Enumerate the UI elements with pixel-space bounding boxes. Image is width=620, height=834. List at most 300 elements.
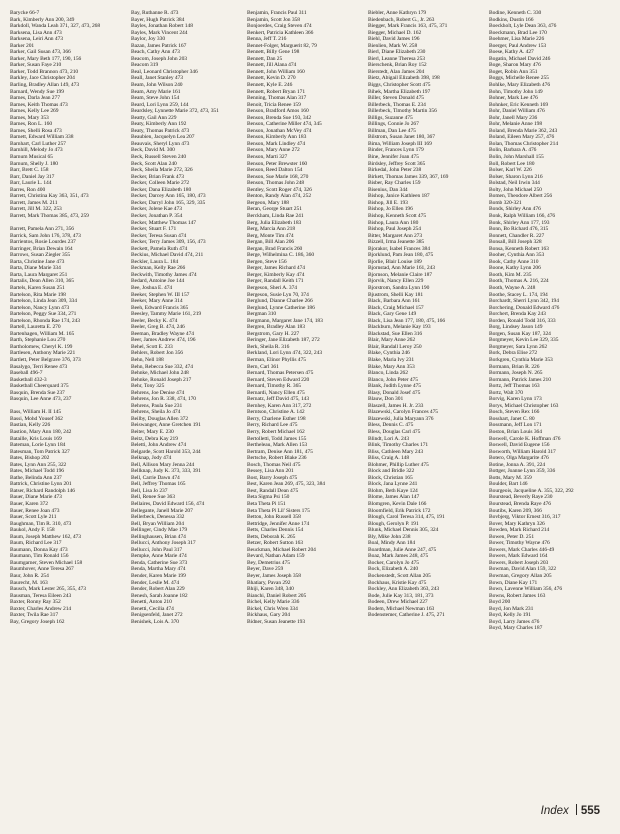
index-entry: Bown, Lavenne William 356, 476 bbox=[489, 586, 563, 593]
footer-label: Index bbox=[540, 805, 569, 817]
index-entry: Bataille, Kris Louis 169 bbox=[10, 435, 62, 442]
index-entry: Blome, James Alan 147 bbox=[368, 494, 420, 501]
index-entry: Barker 201 bbox=[10, 42, 35, 49]
index-entry: Biggs, Christopher Scott 475 bbox=[368, 82, 431, 89]
index-entry: Bonjoerdes, Craig Steven 474 bbox=[247, 23, 312, 30]
index-entry: Beeker, Mary Anne 314 bbox=[131, 298, 183, 305]
index-entry: Bowers, Mark Edward 164 bbox=[489, 553, 548, 560]
index-entry: Bishop, Jo Ellen 196 bbox=[368, 206, 413, 213]
index-entry: Boll, Robert Lee 180 bbox=[489, 160, 535, 167]
index-entry: Borden, Ronald Todd 316, 333 bbox=[489, 317, 556, 324]
index-entry: Bettridge, Jennifer Anne 174 bbox=[247, 520, 310, 527]
index-entry: Beta Theta Pi Lil' Sisters 175 bbox=[247, 507, 310, 514]
index-entry: Bartell, Lauretta E. 270 bbox=[10, 324, 61, 331]
index-entry: Baumgarner, Steven Michael 158 bbox=[10, 559, 83, 566]
index-entry: Bima, William Joseph III 169 bbox=[368, 140, 432, 147]
index-entry: Barnes, Keith Thomas 473 bbox=[10, 101, 68, 108]
index-entry: Botero, Olga Margarite 476 bbox=[489, 455, 549, 462]
index-entry: Blazewski, Carolyn Frances 475 bbox=[368, 409, 438, 416]
index-entry: Baxter, Charles Andrew 214 bbox=[10, 605, 72, 612]
index-entry: Bost, Barry Joseph 475 bbox=[247, 474, 298, 481]
index-entry: Berg, Monte Tim 474 bbox=[247, 232, 294, 239]
index-entry: Bohn, Timothy John 149 bbox=[489, 88, 543, 95]
index-entry: Bormann, Patrick James 210 bbox=[489, 376, 551, 383]
index-entry: Beaty, Thomas Patrick 473 bbox=[131, 127, 190, 134]
index-entry: Barnes, Shelli Rosa 473 bbox=[10, 127, 62, 134]
index-entry: Bender, Robert Alan 229 bbox=[131, 586, 185, 593]
index-entry: Blank, Judith Lynne 475 bbox=[368, 383, 421, 390]
index-entry: Bergman 310 bbox=[247, 311, 277, 318]
index-entry: Bolty, John Michael 250 bbox=[489, 186, 542, 193]
index-entry: Bernard, Timothy R. 365 bbox=[247, 383, 302, 390]
index-entry: Bates, Bishop 202 bbox=[10, 455, 50, 462]
index-entry: Barnard, Wendy Sue 199 bbox=[10, 88, 64, 95]
index-entry: Bowers, Robert Joseph 203 bbox=[489, 559, 549, 566]
index-entry: Bates, Lynn Ann 255, 322 bbox=[10, 461, 67, 468]
index-entry: Bauer, Scott Lyle 211 bbox=[10, 514, 57, 521]
index-entry: Bovbjerg, Viktor Ernest 316, 317 bbox=[489, 514, 561, 521]
index-entry: Barnum, Shelly J. 180 bbox=[10, 160, 58, 167]
index-entry: Barnes, Mary 353 bbox=[10, 114, 49, 121]
index-entry: Barrett, Jill M. 322, 253 bbox=[10, 206, 62, 213]
index-entry: Basalygo, Terri Renee 473 bbox=[10, 363, 68, 370]
index-entry: Bell, Bryan William 204 bbox=[131, 520, 184, 527]
index-column-3 bbox=[247, 10, 345, 625]
index-entry: Biedenbach, Robert G., Jr. 263 bbox=[368, 16, 435, 23]
index-entry: Billerbeck, Timothy Martin 356 bbox=[368, 108, 437, 115]
index-entry: Bay, Gregory Joseph 162 bbox=[10, 618, 65, 625]
index-entry: Bine, Jennifer Joan 475 bbox=[368, 154, 419, 161]
index-entry: Bellucci, John Paul 317 bbox=[131, 546, 183, 553]
index-entry: Bellucci, Anthony Joseph 317 bbox=[131, 540, 196, 547]
index-entry: Bodeen, Drew Michael 227 bbox=[368, 599, 428, 606]
index-entry: Borgmeyer, Sara Lynn 262 bbox=[489, 343, 548, 350]
index-entry: Barksena, Lisa Ann 473 bbox=[10, 29, 62, 36]
index-entry: Bierl, Leanne Theresa 253 bbox=[368, 55, 425, 62]
index-entry: Bellinger, Cindy Mae 179 bbox=[131, 527, 188, 534]
index-entry: Bellinghausen, Brian 474 bbox=[131, 533, 186, 540]
index-entry: Berger, Randall Keith 171 bbox=[247, 278, 304, 285]
index-entry: Benda, Catherine Sue 373 bbox=[131, 559, 188, 566]
index-entry: Benson, Thomas John 248 bbox=[247, 180, 305, 187]
index-entry: Bohlke, Mary Elizabeth 476 bbox=[489, 82, 551, 89]
index-entry: Bishop, Kenneth Scott 475 bbox=[368, 212, 427, 219]
index-entry: Boothe, Stacey L. 174, 194 bbox=[489, 291, 548, 298]
index-entry: Beck, Scott Alan 240 bbox=[131, 160, 177, 167]
index-entry: Boyd, Jon Mark 231 bbox=[489, 605, 534, 612]
index-entry: Bohnker, Eric Kenneth 169 bbox=[489, 101, 549, 108]
index-entry: Bark, Kimberly Ann 200, 349 bbox=[10, 16, 75, 23]
index-entry: Bonk, Shirley Ann 177, 193 bbox=[489, 219, 550, 226]
index-entry: Benning, Thomas Alan 317 bbox=[247, 95, 307, 102]
index-entry: Benson, Brenda Sue 193, 342 bbox=[247, 114, 312, 121]
index-entry: Beiswanger, Anne Gretchen 191 bbox=[131, 422, 201, 429]
index-entry: Bortz, Jeff Thomas 163 bbox=[489, 383, 540, 390]
index-entry: Barker, Mary Beth 177, 190, 156 bbox=[10, 55, 82, 62]
index-entry: Bormann, Joseph N. 265 bbox=[489, 370, 543, 377]
index-entry: Beard, Lori Lynn 259, 144 bbox=[131, 101, 189, 108]
index-entry: Beam, Steve John 154 bbox=[131, 95, 180, 102]
index-entry: Benetti, Cecilia 474 bbox=[131, 605, 174, 612]
index-entry: Bosch, Thomas Neil 475 bbox=[247, 461, 301, 468]
index-entry: Barringer, Brian Dewain 164 bbox=[10, 245, 73, 252]
index-entry: Biegger, Michael D. 162 bbox=[368, 29, 422, 36]
index-entry: Bishop, Jill E. 193 bbox=[368, 199, 408, 206]
index-entry: Blake, Maria Ivy 231 bbox=[368, 356, 415, 363]
index-entry: Benjamin, Scott Jon 358 bbox=[247, 16, 300, 23]
index-entry: Blindt, Lori A. 243 bbox=[368, 435, 410, 442]
index-entry: Billigs, Suzanne 475 bbox=[368, 114, 413, 121]
index-entry: Barr, Daniel Jay 317 bbox=[10, 173, 55, 180]
index-entry: Bishop, Janice Kathleen 187 bbox=[368, 193, 430, 200]
index-entry: Barr, Laurie L. 144 bbox=[10, 180, 52, 187]
index-entry: Boeckholt, Lyle Dean 363, 476 bbox=[489, 23, 557, 30]
index-entry: Benson, Jonathan McVey 474 bbox=[247, 127, 312, 134]
index-entry: Bliss, Craig A. 148 bbox=[368, 455, 410, 462]
index-entry: Barrows, Susan Ziegler 355 bbox=[10, 252, 71, 259]
index-entry: Barrett, James M. 211 bbox=[10, 199, 58, 206]
index-entry: Bidner, Susan Jeanette 193 bbox=[247, 618, 306, 625]
index-entry: Beaubien, Jacquelyn Lea 207 bbox=[131, 134, 195, 141]
index-entry: Benson, Mark Lindley 474 bbox=[247, 140, 306, 147]
index-entry: Behel, Scott E. 233 bbox=[131, 343, 173, 350]
index-entry: Bohr, Daniel William 476 bbox=[489, 108, 545, 115]
index-entry: Bolser, Sharon Lynn 216 bbox=[489, 173, 543, 180]
index-entry: Birdsley, Jeffrey Scott 365 bbox=[368, 160, 426, 167]
index-entry: Benson, Kimberly Ann 183 bbox=[247, 134, 307, 141]
index-entry: Blake, Mary Ann 353 bbox=[368, 363, 415, 370]
index-entry: Bartlett, Peter Belgrave 376, 373 bbox=[10, 356, 81, 363]
index-entry: Benson, Peter Brewster 160 bbox=[247, 160, 308, 167]
index-entry: Bitter, Margaret Ann 273 bbox=[368, 232, 423, 239]
index-entry: Benetti, Anton 210 bbox=[131, 599, 172, 606]
index-entry: Beesley, Tammy Marie 161, 219 bbox=[131, 311, 202, 318]
index-entry: Bender, Karen Marie 199 bbox=[131, 573, 186, 580]
index-entry: Boeckmann, Brad Lee 170 bbox=[489, 29, 547, 36]
index-entry: Bastion, Mary Ann 180, 242 bbox=[10, 429, 72, 435]
index-entry: Bjorlie, Blair Louise 189 bbox=[368, 258, 422, 265]
index-entry: Bertheleau, Mark Allen 153 bbox=[247, 442, 308, 449]
index-entry: Benna, Jeff T. 216 bbox=[247, 36, 287, 43]
index-entry: Becker, Teresa Susan 474 bbox=[131, 232, 187, 239]
index-entry: Bell, Carrie Dawn 474 bbox=[131, 474, 180, 481]
index-entry: Baughman, Tim R. 310, 473 bbox=[10, 520, 72, 527]
index-entry: Black, Barbara Ann 161 bbox=[368, 298, 421, 305]
index-entry: Berry, Charlene Esther 198 bbox=[247, 415, 306, 422]
index-entry: Bartelson, Nancy Lynn 473 bbox=[10, 304, 70, 311]
index-entry: Beta Theta Pi 151 bbox=[247, 501, 286, 508]
index-entry: Bass, William H. II 145 bbox=[10, 409, 62, 416]
index-entry: Bertsche, Robert Blake 236 bbox=[247, 455, 307, 462]
index-entry: Boulder, Bart 146 bbox=[489, 481, 528, 488]
index-entry: Beyer, Dave 259 bbox=[247, 566, 284, 573]
index-entry: Battrick, Christine Lynn 201 bbox=[10, 481, 72, 488]
index-entry: Basquin, Brenda Sue 237 bbox=[10, 389, 65, 396]
index-entry: Barnes, Darla Jean 277 bbox=[10, 95, 60, 102]
index-entry: Barnes, Kelly Lee 269 bbox=[10, 108, 59, 115]
index-entry: Bentley, Scott Roger 474, 326 bbox=[247, 186, 312, 193]
index-entry: Boston, Brian Louis 364 bbox=[489, 429, 542, 435]
index-entry: Bergmann, Margaret Jane 174, 183 bbox=[247, 317, 323, 324]
index-entry: Booth, Thomas A. 216, 224 bbox=[489, 278, 549, 285]
index-entry: Benson, Marti 327 bbox=[247, 154, 288, 161]
index-entry: Barnhill, Melody Jo 473 bbox=[10, 147, 63, 154]
index-entry: Beuckman, Michael Robert 204 bbox=[247, 546, 316, 553]
index-entry: Behr, Tony 325 bbox=[131, 383, 165, 390]
index-entry: Barr, Brett C. 158 bbox=[10, 167, 49, 174]
index-entry: Blasy, Donald Josef 475 bbox=[368, 389, 421, 396]
footer-divider bbox=[576, 804, 577, 815]
index-entry: Basquin, Lee Anne 473, 237 bbox=[10, 396, 72, 403]
index-entry: Bern, Carl 361 bbox=[247, 363, 279, 370]
index-entry: Bell, Lisa Jo 237 bbox=[131, 487, 168, 494]
index-entry: Bergan, Bill Alan 206 bbox=[247, 239, 295, 246]
index-entry: Blair, Randall Leroy 250 bbox=[368, 343, 422, 350]
index-entry: Behn, Rebecca Sue 332, 474 bbox=[131, 363, 193, 370]
index-entry: Bauer, Karen 372 bbox=[10, 501, 48, 508]
index-entry: Blaszell, James H. Jr. 233 bbox=[368, 402, 424, 409]
index-entry: Barker, Todd Brannon 473, 210 bbox=[10, 68, 79, 75]
index-entry: Bliss, Cathleen Mary 243 bbox=[368, 448, 424, 455]
index-entry: Baumann, Donna Kay 473 bbox=[10, 546, 68, 553]
index-entry: Bienlien, Mark W. 258 bbox=[368, 42, 418, 49]
index-entry: Baumann, Tim Ronald 156 bbox=[10, 553, 69, 560]
index-column-1 bbox=[10, 10, 105, 625]
index-entry: Black, Lisa Jean 177, 180, 475, 166 bbox=[368, 317, 446, 324]
index-entry: Bower, Timothy Wayne 476 bbox=[489, 540, 550, 547]
index-entry: Blohm, Beth Kaye 124 bbox=[368, 487, 418, 494]
index-entry: Belgarde, Scott Harold 353, 244 bbox=[131, 448, 201, 455]
index-entry: Blair, Mary Anne 262 bbox=[368, 337, 416, 344]
index-entry: Bohner, Mark Lee 476 bbox=[489, 95, 538, 102]
index-entry: Becker, Stuart F. 171 bbox=[131, 226, 177, 233]
index-entry: Beeler, Greg B. 474, 246 bbox=[131, 324, 185, 331]
index-entry: Barta, Christine Jane 473 bbox=[10, 258, 65, 265]
index-entry: Bey, Demetrius 475 bbox=[247, 559, 290, 566]
index-entry: Bauer, Diane Marie 473 bbox=[10, 494, 62, 501]
index-entry: Becker, Terry James 309, 156, 473 bbox=[131, 239, 206, 246]
index-entry: Birkedal, John Peter 238 bbox=[368, 167, 422, 174]
index-entry: Benigsenfeld, Janet 272 bbox=[131, 612, 183, 619]
index-entry: Beeh, Edward Francis 365 bbox=[131, 304, 189, 311]
index-entry: Block and Bridle 322 bbox=[368, 468, 415, 475]
index-entry: Berry, Robert Michael 162 bbox=[247, 429, 305, 435]
index-entry: Barrick, Sam John 176, 378, 473 bbox=[10, 232, 81, 239]
index-entry: Bertolletti, Todd James 155 bbox=[247, 435, 307, 442]
page-number: 555 bbox=[580, 805, 600, 817]
index-entry: Berger, Kimberly Kay 474 bbox=[247, 271, 305, 278]
index-entry: Blunk, Michael Dennis 305, 324 bbox=[368, 527, 439, 534]
index-entry: Bjustrom, Shelli Kay 181 bbox=[368, 291, 424, 298]
index-entry: Basketball Cheerquard 375 bbox=[10, 383, 69, 390]
index-entry: Beck, Sheila Marie 272, 326 bbox=[131, 167, 193, 174]
index-entry: Bourstead, Beverly Raye 230 bbox=[489, 494, 553, 501]
index-entry: Berglund, Dianne Charlee 266 bbox=[247, 298, 313, 305]
index-entry: Bessey, Lisa Ann 201 bbox=[247, 468, 294, 475]
index-entry: Bhiji, Karen 348, 340 bbox=[247, 586, 294, 593]
index-entry: Bayles, Jonathan Robert 148 bbox=[131, 23, 193, 30]
index-entry: Barrett, Pamela Ann 271, 356 bbox=[10, 226, 74, 233]
index-entry: Bartelson, Rita Marie 198 bbox=[10, 291, 66, 298]
index-entry: Bartholomew, Cheryl K. 199 bbox=[10, 343, 73, 350]
index-entry: Barker, Gail Susan 473, 366 bbox=[10, 49, 71, 56]
index-entry: Bowman, David Alan 159, 322 bbox=[489, 566, 557, 573]
index-entry: Beall, Janet Stanley 473 bbox=[131, 75, 183, 82]
index-entry: Beal, Leonard Christopher 346 bbox=[131, 68, 198, 75]
index-entry: Boland, Brenda Marie 362, 243 bbox=[489, 127, 558, 134]
index-entry: Bates, Michael Todd 196 bbox=[10, 468, 64, 475]
index-entry: Borg, Lindsey Jason 149 bbox=[489, 324, 543, 331]
index-entry: Benoit, Tricia Renee 159 bbox=[247, 101, 301, 108]
index-entry: Beiter, Mary E. 230 bbox=[131, 429, 174, 435]
index-entry: Boland, Eileen Mary 257, 476 bbox=[489, 134, 555, 141]
index-entry: Bell, Allison Mary Jenna 244 bbox=[131, 461, 195, 468]
index-entry: Barta, Laura Margaret 251 bbox=[10, 271, 68, 278]
index-entry: Beck, David M. 300 bbox=[131, 147, 175, 154]
index-entry: Bickel, Chris Wren 334 bbox=[247, 605, 298, 612]
index-entry: Boyd 200 bbox=[489, 599, 511, 606]
index-entry: Bomb 320-321 bbox=[489, 199, 522, 206]
index-entry: Botts, Mary M. 359 bbox=[489, 474, 532, 481]
index-entry: Beletti, John Andrew 474 bbox=[131, 442, 187, 449]
index-entry: Bjornson, Melanie Claire 187 bbox=[368, 271, 432, 278]
index-entry: Benishek, Lois A. 370 bbox=[131, 618, 179, 625]
index-entry: Bogatin, Michael David 246 bbox=[489, 55, 551, 62]
index-entry: Bennett, Dan 25 bbox=[247, 55, 283, 62]
index-entry: Bowns, Robert James 163 bbox=[489, 592, 546, 599]
index-entry: Bergeson, Susie Lyn 70, 374 bbox=[247, 291, 309, 298]
index-entry: Baumhover, Anne Teresa 267 bbox=[10, 566, 74, 573]
index-entry: Bolin, Barbara A. 476 bbox=[489, 147, 537, 154]
index-entry: Blazewski, Julia Maryann 376 bbox=[368, 415, 434, 422]
index-entry: Bender, Leslie M. 474 bbox=[131, 579, 180, 586]
index-entry: Bazan, James Patrick 167 bbox=[131, 42, 187, 49]
index-entry: Boyd, Mary Charles 187 bbox=[489, 625, 543, 632]
index-entry: Boese, Kathy A. 427 bbox=[489, 49, 534, 56]
index-entry: Bless, Douglas Carl 475 bbox=[368, 429, 421, 435]
index-entry: Best, Randall Dean 475 bbox=[247, 487, 299, 494]
index-entry: Barker, Susan Faye 210 bbox=[10, 62, 62, 69]
index-entry: Bellegante, Janell Marie 207 bbox=[131, 507, 193, 514]
index-entry: Beran, George Stuart 251 bbox=[247, 206, 302, 213]
index-entry: Beeler, Becky K. 474 bbox=[131, 317, 178, 324]
index-entry: Bateman, Lorie Lynn 184 bbox=[10, 442, 66, 449]
index-entry: Barres, Ron 400 bbox=[10, 186, 46, 193]
index-column-2 bbox=[131, 10, 226, 625]
index-entry: Boyd, Larry James 476 bbox=[489, 618, 540, 625]
index-entry: Bjorakor, Isabel Frances 384 bbox=[368, 245, 430, 252]
index-column-4 bbox=[368, 10, 466, 619]
index-entry: Blauw, Don 301 bbox=[368, 396, 404, 403]
index-entry: Berkland, Lori Lynn 474, 322, 243 bbox=[247, 350, 323, 357]
index-entry: Barrett, Christina Kay 363, 351, 473 bbox=[10, 193, 89, 200]
index-entry: Borgen, Susan Kay 187, 324 bbox=[489, 330, 551, 337]
index-entry: Beacom 319 bbox=[131, 62, 159, 69]
index-entry: Bierstedt, Alan James 204 bbox=[368, 68, 425, 75]
index-entry: Belknap, Jody 474 bbox=[131, 455, 172, 462]
index-entry: Bennet-Folger, Marguerit 82, 79 bbox=[247, 42, 317, 49]
index-entry: Berntson, Christine A. 142 bbox=[247, 409, 305, 416]
index-entry: Bless, Dennis C. 475 bbox=[368, 422, 414, 429]
index-entry: Blough, Gerolyn P. 191 bbox=[368, 520, 419, 527]
index-entry: Blanco, John Peter 475 bbox=[368, 376, 418, 383]
index-entry: Bevard, Nathan Adam 159 bbox=[247, 553, 305, 560]
index-entry: Bossmann, Jeff Lon 171 bbox=[489, 422, 542, 429]
index-entry: Bennett, Kevin D. 270 bbox=[247, 75, 296, 82]
index-entry: Bertram, Denise Ann 181, 475 bbox=[247, 448, 313, 455]
index-entry: Baxter, Ronny Ray 352 bbox=[10, 599, 61, 606]
index-entry: Bassi, Mohd Yousef 362 bbox=[10, 415, 63, 422]
index-entry: Behrens, Sheila Jo 474 bbox=[131, 409, 181, 416]
index-entry: Bennett, Robert Bryan 171 bbox=[247, 88, 306, 95]
index-entry: Bolser, Karl W. 226 bbox=[489, 167, 532, 174]
index-entry: Boyd, Kelly Jo 191 bbox=[489, 612, 531, 619]
index-entry: Bock, Elizabeth A. 240 bbox=[368, 566, 419, 573]
index-entry: Baylor, Joy 330 bbox=[131, 36, 166, 43]
index-entry: Boswell, Carole K. Hoffman 476 bbox=[489, 435, 561, 442]
index-entry: Botine, Jonna A. 391, 224 bbox=[489, 461, 546, 468]
index-entry: Becker, Jonathan P. 354 bbox=[131, 212, 183, 219]
index-entry: Bernard, Steven Edward 220 bbox=[247, 376, 310, 383]
index-entry: Bowden, Mark Richard 214 bbox=[489, 527, 550, 534]
index-entry: Beaty, Kimberly Ann 192 bbox=[131, 121, 187, 128]
index-entry: Bjornstad, Ann Marie 161, 243 bbox=[368, 265, 435, 272]
index-entry: Beilby, Douglas Allen 372 bbox=[131, 415, 189, 422]
index-entry: Bohr, Melanie Anne 198 bbox=[489, 121, 543, 128]
index-entry: Beatty, Gail Ann 229 bbox=[131, 114, 177, 121]
index-entry: Blackstad, Sue Ellen 316 bbox=[368, 330, 423, 337]
index-entry: Bockhaus, Kristie Kay 475 bbox=[368, 579, 427, 586]
index-entry: Barrett, Mark Thomas 385, 473, 259 bbox=[10, 212, 89, 219]
index-entry: Bown, Diane Kay 171 bbox=[489, 579, 538, 586]
index-entry: Basketball 432-3 bbox=[10, 376, 47, 383]
index-entry: Bergan, Brad Francis 260 bbox=[247, 245, 303, 252]
index-entry: Boardman, Julie Anne 247, 475 bbox=[368, 546, 437, 553]
index-entry: Bastian, Kelly 226 bbox=[10, 422, 51, 429]
index-entry: Beam, John Wilson 240 bbox=[131, 82, 183, 89]
index-entry: Bosch, Steven Rex 166 bbox=[489, 409, 540, 416]
index-entry: Betton, John Russell 358 bbox=[247, 514, 301, 521]
index-entry: Beyer, James Joseph 358 bbox=[247, 573, 301, 580]
index-entry: Behnke, Michael John 248 bbox=[131, 370, 189, 377]
index-entry: Borgmeyer, Kevin Lee 329, 335 bbox=[489, 337, 559, 344]
index-entry: Bernatz, Jeff David 475, 143 bbox=[247, 396, 310, 403]
index-entry: Becker, Matthew Thomas 147 bbox=[131, 219, 196, 226]
index-entry: Bartelson, Rhonda Rae 174, 243 bbox=[10, 317, 80, 324]
index-entry: Booth, Wayne A. 248 bbox=[489, 284, 536, 291]
index-entry: Bianchi, Daniel Robert 205 bbox=[247, 592, 307, 599]
index-entry: Bjorklund, Pam Jean 180, 475 bbox=[368, 252, 434, 259]
index-entry: Billerbeck, Thomas E. 234 bbox=[368, 101, 426, 108]
index-entry: Bormann, Brian R. 226 bbox=[489, 363, 540, 370]
index-entry: Beckman, Kelly Rae 266 bbox=[131, 265, 186, 272]
index-entry: Bly, Mike John 238 bbox=[368, 533, 411, 540]
index-entry: Bottger, Joanne Lynn 359, 336 bbox=[489, 468, 556, 475]
index-entry: Bartalis, Dean Allen 310, 365 bbox=[10, 278, 74, 285]
index-entry: Bietz, Abigail Elizabeth 398, 198 bbox=[368, 75, 440, 82]
index-entry: Bernhey, Karen Ann 317, 272 bbox=[247, 402, 312, 409]
index-entry: Beam, Amy Marie 161 bbox=[131, 88, 181, 95]
index-entry: Bortz, Walt 370 bbox=[489, 389, 523, 396]
index-entry: Bodkins, Dustin 166 bbox=[489, 16, 534, 23]
index-entry: Bergeon, Mary 188 bbox=[247, 199, 289, 206]
index-entry: Bay, Ruthanne R. 473 bbox=[131, 10, 179, 16]
index-entry: Becker, Brian Frank 473 bbox=[131, 173, 185, 180]
index-entry: Best, Karen Jean 269, 475, 323, 384 bbox=[247, 481, 325, 488]
index-entry: Bonk, Ralph William 166, 476 bbox=[489, 212, 556, 219]
index-entry: Bellerbeck, Denessa 332 bbox=[131, 514, 185, 521]
index-entry: Barta, Diane Marie 334 bbox=[10, 265, 61, 272]
